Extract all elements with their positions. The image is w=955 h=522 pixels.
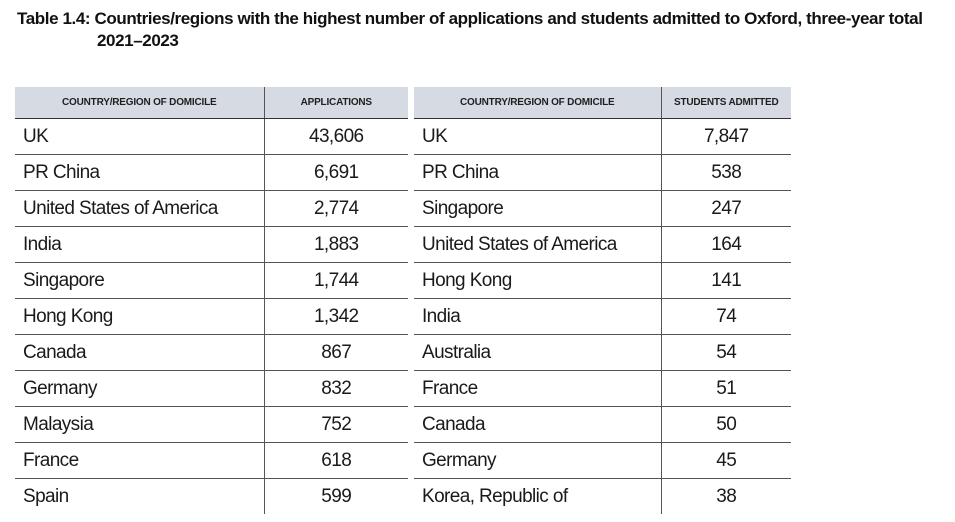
applications-cell: 832 [264, 371, 408, 407]
country-cell: Malaysia [15, 407, 264, 443]
country-cell: Canada [414, 407, 661, 443]
table-row [15, 299, 408, 335]
table-title-years: 2021–2023 [97, 31, 179, 50]
applications-cell: 2,774 [264, 191, 408, 227]
table-row [414, 407, 791, 443]
students-admitted-cell: 45 [661, 443, 791, 479]
applications-cell: 6,691 [264, 155, 408, 191]
table-row [414, 479, 791, 515]
table-row [414, 263, 791, 299]
table-row [15, 155, 408, 191]
students-admitted-cell: 247 [661, 191, 791, 227]
table-row [414, 119, 791, 155]
table-row [15, 479, 408, 515]
country-cell: France [414, 371, 661, 407]
country-cell: UK [414, 119, 661, 155]
country-cell: Germany [15, 371, 264, 407]
students-admitted-cell: 38 [661, 479, 791, 515]
country-cell: UK [15, 119, 264, 155]
column-header-students-admitted: STUDENTS ADMITTED [661, 87, 791, 119]
applications-cell: 1,883 [264, 227, 408, 263]
students-admitted-cell: 141 [661, 263, 791, 299]
students-admitted-cell: 538 [661, 155, 791, 191]
country-cell: Canada [15, 335, 264, 371]
applications-cell: 867 [264, 335, 408, 371]
students-admitted-cell: 54 [661, 335, 791, 371]
students-admitted-cell: 51 [661, 371, 791, 407]
country-cell: France [15, 443, 264, 479]
applications-cell: 43,606 [264, 119, 408, 155]
table-row [15, 335, 408, 371]
country-cell: India [414, 299, 661, 335]
table-row [15, 227, 408, 263]
table-row [414, 443, 791, 479]
table-row [15, 407, 408, 443]
country-cell: United States of America [414, 227, 661, 263]
table-row [414, 227, 791, 263]
students-admitted-cell: 164 [661, 227, 791, 263]
table-header-row [15, 87, 408, 119]
column-header-applications: APPLICATIONS [264, 87, 408, 119]
table-row [15, 371, 408, 407]
country-cell: PR China [15, 155, 264, 191]
applications-cell: 618 [264, 443, 408, 479]
column-header-country: COUNTRY/REGION OF DOMICILE [414, 87, 661, 119]
students-admitted-cell: 7,847 [661, 119, 791, 155]
table-row [414, 191, 791, 227]
table-row [414, 371, 791, 407]
country-cell: Hong Kong [15, 299, 264, 335]
table-row [414, 299, 791, 335]
students-admitted-cell: 74 [661, 299, 791, 335]
applications-cell: 752 [264, 407, 408, 443]
students-admitted-cell: 50 [661, 407, 791, 443]
table-row [15, 119, 408, 155]
table-title [17, 8, 947, 52]
students-admitted-table [414, 87, 791, 514]
applications-cell: 599 [264, 479, 408, 515]
country-cell: Hong Kong [414, 263, 661, 299]
country-cell: Germany [414, 443, 661, 479]
country-cell: Australia [414, 335, 661, 371]
column-header-country: COUNTRY/REGION OF DOMICILE [15, 87, 264, 119]
table-header-row [414, 87, 791, 119]
country-cell: India [15, 227, 264, 263]
applications-cell: 1,342 [264, 299, 408, 335]
applications-table [15, 87, 408, 514]
applications-cell: 1,744 [264, 263, 408, 299]
table-row [15, 263, 408, 299]
country-cell: Singapore [15, 263, 264, 299]
table-row [414, 155, 791, 191]
country-cell: PR China [414, 155, 661, 191]
country-cell: Singapore [414, 191, 661, 227]
country-cell: United States of America [15, 191, 264, 227]
table-row [414, 335, 791, 371]
country-cell: Spain [23, 485, 69, 507]
table-title-label: Table 1.4: Countries/regions with the highest number of applications and students admitted to Oxford, three-year total [17, 9, 923, 28]
table-row [15, 191, 408, 227]
table-row [15, 443, 408, 479]
country-cell: Korea, Republic of [422, 485, 568, 507]
